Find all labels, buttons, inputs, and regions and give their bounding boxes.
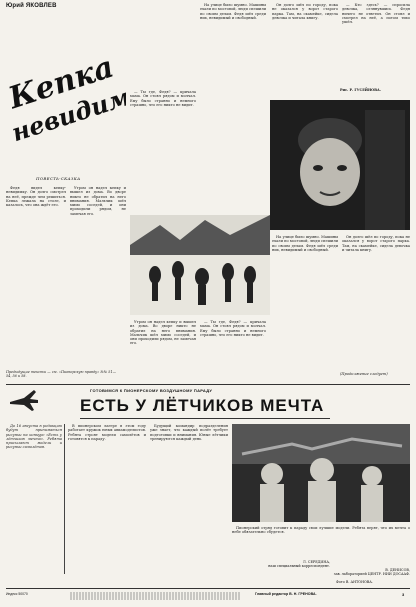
paragraph: — Ты где, Федя? — кричала мама. Он стоял рядом и молчал. Ему было странно и немного страшно, что его никто не видит. xyxy=(200,320,266,337)
story-column-4 xyxy=(200,3,266,211)
title-line1: Кепка xyxy=(6,49,118,117)
paragraph: Он долго шёл по городу, пока не оказался у ворот старого парка. Там, на скамейке, сидела девочка и читала книгу. xyxy=(342,235,410,252)
story-column-6 xyxy=(342,3,410,98)
continuation-note: (Продолжение следует) xyxy=(340,372,388,376)
paragraph: На улице было шумно. Машины ехали по мостовой, люди спешили по своим делам. Федя шёл среди них, невидимый и свободный. xyxy=(200,3,266,20)
footer-index: Индекс 50070 xyxy=(6,592,28,596)
article-column-1 xyxy=(6,424,62,574)
paragraph: Он долго шёл по городу, пока не оказался у ворот старого парка. Там, на скамейке, сидела девочка и читала книгу. xyxy=(272,3,338,20)
footer-imprint xyxy=(70,592,240,600)
article-column-4 xyxy=(232,526,410,566)
illustration-graphic xyxy=(130,215,270,315)
title-line2: невидимка xyxy=(8,71,126,148)
portrait-graphic xyxy=(270,100,410,230)
story-column-9 xyxy=(272,235,338,365)
article-column-2 xyxy=(68,424,146,574)
paragraph: Утром он надел кепку и вышел из дома. Во дворе никто не обратил на него внимания. Мальчик шёл мимо соседей, и они проходили рядом, не замечая его. xyxy=(130,320,196,346)
illustrator-credit: Рис. Р. ГУСЕЙНОВА. xyxy=(340,88,381,92)
story-column-8 xyxy=(200,320,266,380)
story-column-7 xyxy=(130,320,196,380)
article-column-3 xyxy=(150,424,228,574)
paragraph: — Ты где, Федя? — кричала мама. Он стоял рядом и молчал. Ему было странно и немного страшно, что его никто не видит. xyxy=(130,90,196,107)
footer-editor: Главный редактор В. Н. ГРЕНОВА. xyxy=(255,592,317,596)
story-column-2 xyxy=(70,186,126,336)
signature-correspondent: Л. СЕРЕДИНА, наш специальный корреспондент. xyxy=(268,560,330,568)
headline-underline xyxy=(80,418,330,419)
plane-icon xyxy=(8,388,40,412)
story-title-art xyxy=(6,44,126,164)
banner-headline: ЕСТЬ У ЛЁТЧИКОВ МЕЧТА xyxy=(80,396,325,415)
paragraph: Будущий командир подразделения уже знает, что каждый полёт требует подготовки и внимания. Юные лётчики тренируются каждый день. xyxy=(150,424,228,441)
photo-caption: Фото В. АНТОНОВА. xyxy=(336,580,373,584)
paragraph: До 16 августа в редакцию будут приниматься рисунки на конкурс «Есть у лётчиков мечта». Ребята присылают модели и рисунки самолётов. xyxy=(6,424,62,450)
column-rule xyxy=(64,424,65,574)
article-photo-graphic xyxy=(232,424,410,522)
paragraph: На улице было шумно. Машины ехали по мостовой, люди спешили по своим делам. Федя шёл среди них, невидимый и свободный. xyxy=(272,235,338,252)
story-column-3 xyxy=(130,90,196,210)
story-column-5 xyxy=(272,3,338,98)
story-column-10 xyxy=(342,235,410,355)
section-divider xyxy=(6,384,410,385)
story-author: Юрий ЯКОВЛЕВ xyxy=(6,3,57,9)
story-column-1 xyxy=(6,186,66,336)
article-photo xyxy=(232,424,410,522)
paragraph: В пионерском лагере в этом году работает кружок юных авиамоделистов. Ребята строят модели самолётов и готовятся к параду. xyxy=(68,424,146,441)
prev-note: Предыдущие тексты — см. «Пионерскую правду» №№ 51—54, 56 и 58. xyxy=(6,370,116,379)
banner-kicker: ГОТОВИМСЯ К ПИОНЕРСКОМУ ВОЗДУШНОМУ ПАРАДУ xyxy=(90,388,213,393)
paragraph: — Кто здесь? — спросила девочка, оглянувшись. Федя ничего не ответил. Он стоял и смотрел на неё, а потом тихо ушёл. xyxy=(342,3,410,25)
signature-expert: В. ДЕНИСОВ, зав. лабораторией ЦЕНТР. НИИ ДОСААФ. xyxy=(333,568,410,576)
paragraph: Утром он надел кепку и вышел из дома. Во дворе никто не обратил на него внимания. Мальчик шёл мимо соседей, и они проходили рядом, не замечая его. xyxy=(70,186,126,216)
paragraph: Федя видел кепку-невидимку. Он долго смотрел на неё, прежде чем решиться. Кепка лежала на столе, и казалось, что она ждёт его. xyxy=(6,186,66,208)
title-graphic xyxy=(6,44,126,164)
story-genre: ПОВЕСТЬ-СКАЗКА xyxy=(36,176,81,181)
paragraph: Пионерский отряд готовит к параду свои лучшие модели. Ребята верят, что их мечта о небе обязательно сбудется. xyxy=(232,526,410,535)
footer-page-number: 3 xyxy=(402,592,405,597)
story-illustration xyxy=(130,215,270,315)
footer-divider xyxy=(6,588,410,589)
story-photo-portrait xyxy=(270,100,410,230)
